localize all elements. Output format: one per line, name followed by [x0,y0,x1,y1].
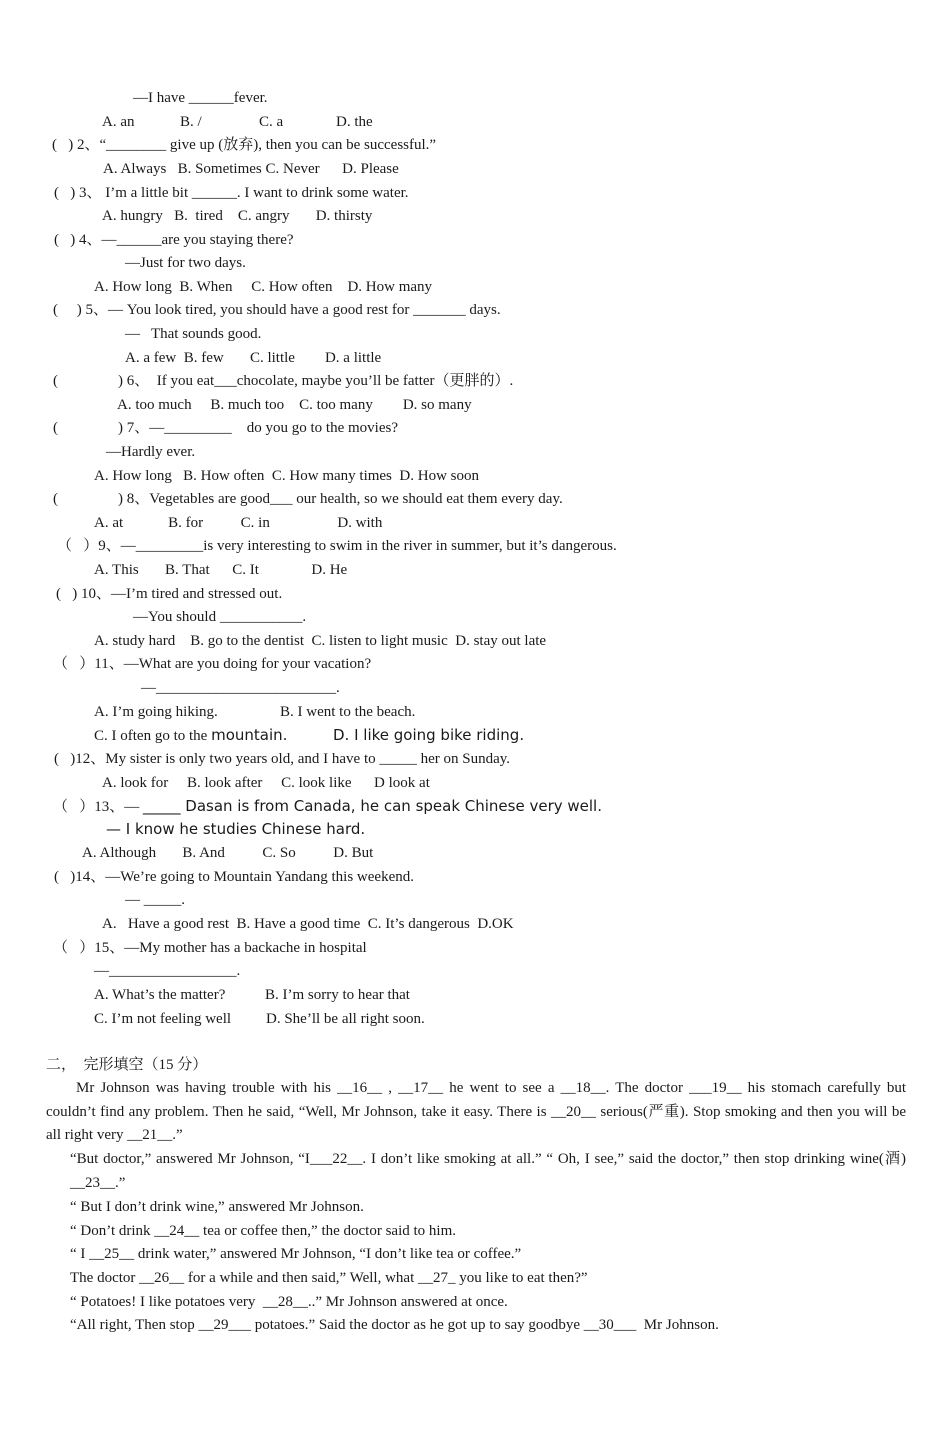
q2-stem: ( ) 2、“________ give up (放弃), then you can be successful.” [52,137,437,153]
q11-option-a: A. I’m going hiking. [94,704,218,720]
q5-reply: — That sounds good. [125,326,262,342]
q7-reply: —Hardly ever. [106,444,196,460]
q13-stem [53,797,602,816]
cloze-line-7: “ Potatoes! I like potatoes very __28__..” Mr Johnson answered at once. [70,1294,508,1310]
q8-stem: ) 8、Vegetables are good___ our health, so we should eat them every day. [118,491,563,507]
q6-stem: ) 6、 If you eat___chocolate, maybe you’ll be fatter（更胖的）. [118,373,514,389]
q7-options: A. How long B. How often C. How many times D. How soon [94,468,479,484]
q3-options: A. hungry B. tired C. angry D. thirsty [102,208,373,224]
cloze-line-6: The doctor __26__ for a while and then said,” Well, what __27_ you like to eat then?” [70,1270,588,1286]
q11-stem: （ ）11、—What are you doing for your vacation? [53,656,372,672]
q9-options: A. This B. That C. It D. He [94,562,348,578]
q1-option-d: D. the [336,114,373,130]
q12-stem: ( )12、My sister is only two years old, and I have to _____ her on Sunday. [54,751,511,767]
q15-option-a: A. What’s the matter? [94,987,226,1003]
q8-options: A. at B. for C. in D. with [94,515,383,531]
q14-stem: ( )14、—We’re going to Mountain Yandang this weekend. [54,869,414,885]
q13-stem-sans: _____ Dasan is from Canada, he can speak Chinese very well. [143,797,602,815]
q15-option-d: D. She’ll be all right soon. [266,1011,425,1027]
q13-reply: — I know he studies Chinese hard. [106,820,366,838]
cloze-paragraph-1: Mr Johnson was having trouble with his __16__ , __17__ he went to see a __18__. The doctor ___19__ his stomach carefully but couldn’t find any problem. Then he said, “Well, Mr Johnson, take it easy. There is __20__ serious(严重). Stop smoking and then you will be all right very __21__.” [46,1080,906,1144]
q13-options: A. Although B. And C. So D. But [82,845,374,861]
q11-option-b: B. I went to the beach. [280,704,416,720]
q4-stem: ( ) 4、—______are you staying there? [54,232,294,248]
q5-options: A. a few B. few C. little D. a little [125,350,382,366]
cloze-line-3: “ But I don’t drink wine,” answered Mr Johnson. [70,1199,364,1215]
q11-option-c-text: C. I often go to the [94,728,212,744]
q1-stem: —I have ______fever. [133,90,268,106]
q1-option-a: A. an [102,114,135,130]
cloze-paragraph-2: “But doctor,” answered Mr Johnson, “I___22__. I don’t like smoking at all.” “ Oh, I see,” said the doctor,” then stop drinking wine(酒) __23__.” [70,1151,906,1191]
cloze-line-8: “All right, Then stop __29___ potatoes.” Said the doctor as he got up to say goodbye __30___ Mr Johnson. [70,1317,719,1333]
q7-stem: ) 7、—_________ do you go to the movies? [118,420,398,436]
q5-stem: ( ) 5、— You look tired, you should have a good rest for _______ days. [53,302,501,318]
q15-option-c: C. I’m not feeling well [94,1011,232,1027]
q11-option-c [94,726,287,745]
cloze-line-4: “ Don’t drink __24__ tea or coffee then,” the doctor said to him. [70,1223,457,1239]
q1-option-c: C. a [259,114,284,130]
q14-reply: — _____. [125,892,185,908]
q3-stem: ( ) 3、 I’m a little bit ______. I want to drink some water. [54,185,409,201]
q11-option-c-sans: mountain. [211,726,288,744]
q9-stem: （ ）9、—_________is very interesting to swim in the river in summer, but it’s dangerous. [57,538,617,554]
q2-options: A. Always B. Sometimes C. Never D. Please [103,161,399,177]
q4-reply: —Just for two days. [125,255,246,271]
q1-option-b: B. / [180,114,202,130]
q8-paren: ( [53,491,58,507]
q11-option-d: D. I like going bike riding. [333,726,525,744]
q6-options: A. too much B. much too C. too many D. so many [117,397,472,413]
q15-option-b: B. I’m sorry to hear that [265,987,410,1003]
q10-stem: ( ) 10、—I’m tired and stressed out. [56,586,283,602]
section2-heading: 二， 完形填空（15 分） [46,1057,208,1073]
q15-reply: —_________________. [94,963,241,979]
q4-options: A. How long B. When C. How often D. How many [94,279,433,295]
q10-reply: —You should ___________. [133,609,307,625]
q7-paren: ( [53,420,58,436]
q14-options: A. Have a good rest B. Have a good time C. It’s dangerous D.OK [102,916,514,932]
q15-stem: （ ）15、—My mother has a backache in hospital [53,940,367,956]
q6-paren: ( [53,373,58,389]
q11-reply: —________________________. [141,680,340,696]
cloze-line-5: “ I __25__ drink water,” answered Mr Johnson, “I don’t like tea or coffee.” [70,1246,522,1262]
q10-options: A. study hard B. go to the dentist C. listen to light music D. stay out late [94,633,547,649]
q13-stem-prefix: （ ）13、— [53,799,144,815]
q12-options: A. look for B. look after C. look like D look at [102,775,430,791]
